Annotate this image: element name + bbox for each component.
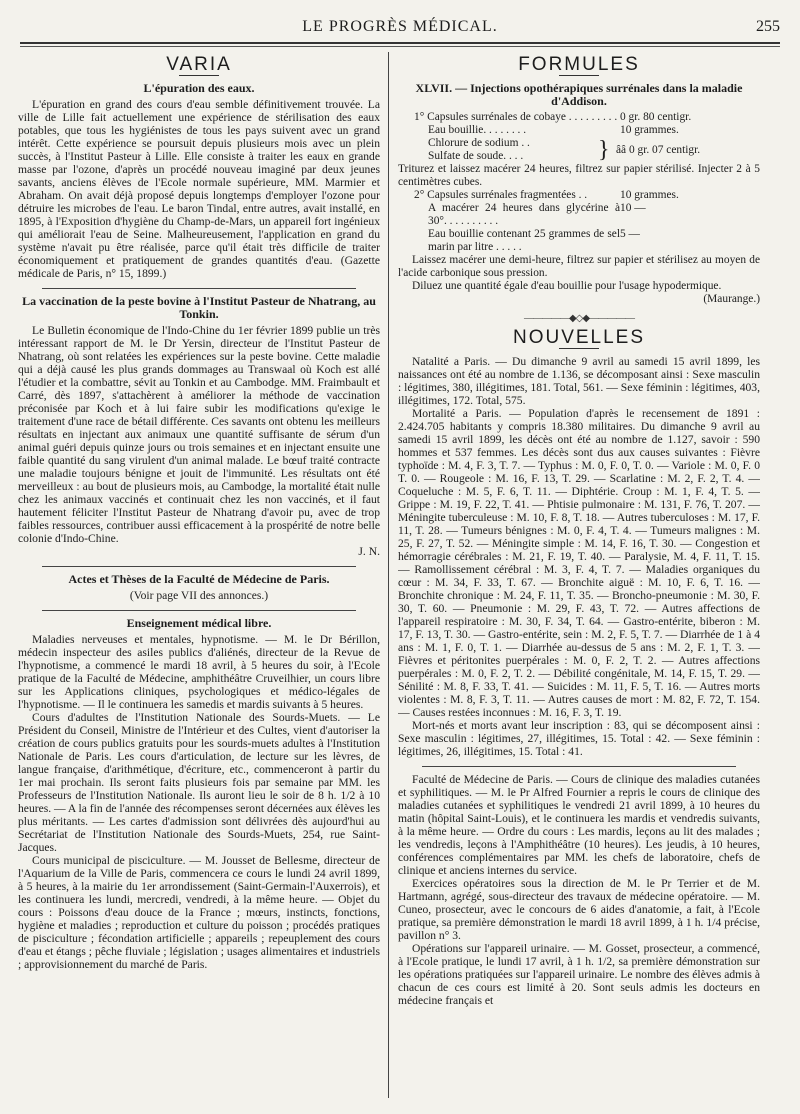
recipe-line <box>398 202 760 228</box>
article-separator <box>42 288 356 289</box>
ingredient-quantity: 0 gr. 80 centigr. <box>620 111 692 123</box>
brace-glyph: } <box>598 137 610 163</box>
enseignement-paragraph-hypnotisme: Maladies nerveuses et mentales, hypnotisme. — M. le Dr Bérillon, médecin inspecteur des asiles publics d'aliénés, directeur de la Revue de l'hypnotisme, a commencé le mardi 18 avril, à 5 heures du soir, à l'Ecole pratique de la Faculté de Médecine, amphithéâtre Cruveilhier, un cours libre sur les Applications cliniques, psychologiques et médico-légales de l'hypnotisme. — Il le continuera les samedis et mardis suivants à 5 heures. <box>18 633 380 711</box>
ingredient-label: Eau bouillie. . . . . . . . <box>428 124 527 136</box>
ingredient-quantity: ââ 0 gr. 07 centigr. <box>616 143 701 156</box>
enseignement-paragraph-pisciculture: Cours municipal de pisciculture. — M. Jousset de Bellesme, directeur de l'Aquarium de la Ville de Paris, commencera ce cours le lundi 24 avril 1899, à 5 heures, à la mairie du 1er arrondissement (Saint-Germain-l'Auxerrois), et les continuera les lundi, mercredi, vendredi, à la même heure. — Objet du cours : Poissons d'eau douce de la France ; mœurs, instincts, fonctions, hygiène et maladies ; reproduction et culture du poisson ; procédés pratiques de pisciculture ; fécondation artificielle ; appareils ; repeuplement des cours d'eau et étangs ; pêche fluviale ; législation ; usages alimentaires et industriels ; approvisionnement du marché de Paris. <box>18 854 380 971</box>
brace-labels <box>428 137 598 163</box>
recipe-brace-group <box>398 137 760 163</box>
formula-signature: (Maurange.) <box>703 293 760 305</box>
ingredient-label: Chlorure de sodium . . <box>428 137 530 149</box>
varia-heading: VARIA <box>166 54 232 75</box>
actes-note: (Voir page VII des annonces.) <box>129 589 269 602</box>
ingredient-quantity: 10 grammes. <box>620 189 679 201</box>
article-title-enseignement: Enseignement médical libre. <box>126 616 272 630</box>
page-number: 255 <box>756 18 780 35</box>
left-column <box>18 52 380 1102</box>
news-operations: Opérations sur l'appareil urinaire. — M. Gosset, prosecteur, a commencé, à l'Ecole pratique, le lundi 17 avril, à 1 h. 1/2, sa première démonstration sur les opérations pratiquées sur l'appareil urinaire. Le nombre des élèves admis à chacun de ces cours est limité à 20. Sont seuls admis les docteurs en médecine français et <box>398 942 760 1007</box>
news-exercices: Exercices opératoires sous la direction de M. le Pr Terrier et de M. Hartmann, agrégé, sous-directeur des travaux de médecine opératoire. — M. Cuneo, prosecteur, avec le concours de 6 aides d'anatomie, a fait, à l'Ecole pratique, sa première démonstration le mardi 18 avril 1899, à 1 h. 1/4 précise, pavillon n° 3. <box>398 877 760 942</box>
article-title-vaccination: La vaccination de la peste bovine à l'Institut Pasteur de Nhatrang, au Tonkin. <box>22 294 376 321</box>
enseignement-paragraph-sourds-muets: Cours d'adultes de l'Institution Nationale des Sourds-Muets. — Le Président du Conseil, Ministre de l'Intérieur et des Cultes, vient d'autoriser la création de cours publics gratuits pour les sourds-muets adultes à l'Institution Nationale de Paris. Les cours d'articulation, de lecture sur les lèvres, de langue française, d'arithmétique, d'écriture, etc., commenceront à partir du 1er mai prochain. Ils seront faits plusieurs fois par semaine par MM. les Professeurs de l'Institution Nationale. Ils auront lieu le soir de 8 h. 1/2 à 10 heures. — A la fin de l'année des récompenses seront décernées aux élèves les plus méritants. — Les cartes d'admission sont délivrées dès aujourd'hui au Secrétariat de l'Institution Nationale des Sourds-Muets, 254, rue Saint-Jacques. <box>18 711 380 854</box>
formula-instructions: Laissez macérer une demi-heure, filtrez sur papier et stérilisez au moyen de l'acide carbonique sous pression. <box>398 254 760 279</box>
news-natalite: Natalité a Paris. — Du dimanche 9 avril au samedi 15 avril 1899, les naissances ont été au nombre de 1.136, se décomposant ainsi : Sexe masculin : légitimes, 380, illégitimes, 181. Total, 561. — Sexe féminin : légitimes, 403, illégitimes, 172. Total, 575. <box>398 355 760 407</box>
header-rule-thin <box>20 46 780 47</box>
ingredient-quantity: 10 — <box>620 202 646 214</box>
article-title-epuration: L'épuration des eaux. <box>143 81 255 95</box>
news-mortalite: Mortalité a Paris. — Population d'après le recensement de 1891 : 2.424.705 habitants y compris 18.380 militaires. Du dimanche 9 avril au samedi 15 avril 1899, les décès ont été au nombre de 1.127, savoir : 590 hommes et 537 femmes. Les décès sont dus aux causes suivantes : Fièvre typhoïde : M. 4, F. 3, T. 7. — Typhus : M. 0, F. 0, T. 0. — Variole : M. 0, F. 0 T. 0. — Rougeole : M. 16, F. 13, T. 29. — Scarlatine : M. 2, F. 2, T. 4. — Coqueluche : M. 5, F. 6, T. 11. — Diphtérie. Croup : M. 1, F. 4, T. 5. — Grippe : M. 19, F. 22, T. 41. — Phtisie pulmonaire : M. 131, F. 76, T. 207. — Méningite tuberculeuse : M. 10, F. 8, T. 18. — Autres tuberculoses : M. 17, F. 11, T. 28. — Tumeurs bénignes : M. 0, F. 4, T. 4. — Tumeurs malignes : M. 25, F. 27, T. 52. — Méningite simple : M. 14, F. 16, T. 30. — Congestion et hémorragie cérébrales : M. 21, F. 19, T. 40. — Paralysie, M. 4, F. 11, T. 15. — Ramollissement cérébral : M. 3, F. 4, T. 7. — Maladies organiques du cœur : M. 34, F. 33, T. 67. — Bronchite aiguë : M. 10, F. 6, T. 16. — Bronchite chronique : M. 24, F. 11, T. 35. — Broncho-pneumonie : M. 30, F. 30, T. 60. — Pneumonie : M. 29, F. 43, T. 72. — Autres affections de l'appareil respiratoire : M. 30, F. 34, T. 64. — Gastro-entérite, biberon : M. 17, F. 13, T. 30. — Gastro-entérite, sein : M. 2, F. 5, T. 7. — Diarrhée de 1 à 4 ans : M. 1, F. 0, T. 1. — Diarrhée au-dessus de 5 ans : M. 2, F. 1, T. 3. — Fièvres et péritonites puerpérales : M. 0, F. 2, T. 2. — Autres affections puerpérales : M. 0, F. 2, T. 2. — Débilité congénitale, M. 14, F. 15, T. 29. — Sénilité : M. 8, F. 33, T. 41. — Suicides : M. 11, F. 5, T. 16. — Autres morts violentes : M. 8, F. 3, T. 11. — Autres causes de mort : M. 82, F. 72, T. 154. — Causes restées inconnues : M. 16, F. 3, T. 19. <box>398 407 760 719</box>
ingredient-quantity: 5 — <box>620 228 640 240</box>
news-mort-nes: Mort-nés et morts avant leur inscription : 83, qui se décomposent ainsi : Sexe masculin : légitimes, 27, illégitimes, 15. Total : 42. — Sexe féminin : légitimes, 26, illégitimes, 15. Total : 41. <box>398 719 760 758</box>
recipe-line <box>398 124 760 137</box>
formules-heading: FORMULES <box>518 54 640 75</box>
article-body-vaccination: Le Bulletin économique de l'Indo-Chine du 1er février 1899 publie un très intéressant rapport de M. le Dr Yersin, directeur de l'Institut Pasteur de Nhatrang, où sont relatées les expériences sur la peste bovine. Cette maladie qui a déjà causé les plus grands dommages au Transwaal où Koch est allé l'étudier et la combattre, sévit au Tonkin et au Cambodge. MM. Fraimbault et Carré, dès 1897, s'attachèrent à améliorer la méthode de vaccination préconisée par Koch et à lui faire subir les modifications qu'exige le traitement d'une race de bétail différente. Ces savants ont obtenu les meilleurs résultats en injectant aux animaux une quantité suffisante de sérum d'un animal guéri depuis quinze jours ou trois semaines et en injectant ensuite une faible quantité du sang virulent d'un animal malade. Le bœuf traité contracte une maladie toujours bénigne et jouit de l'immunité. Les résultats ont été merveilleux : au bout de plusieurs mois, au Cambodge, la mortalité était nulle chez les animaux vaccinés et continuait chez les non vaccinés, et il faut hautement féliciter l'Institut Pasteur de Nhatrang d'avoir pu, avec de trop faibles ressources, contribuer aussi efficacement à la prospérité de notre belle colonie d'Indo-Chine. <box>18 324 380 545</box>
column-divider <box>388 52 389 1098</box>
ingredient-label: A macérer 24 heures dans glycérine à 30°. . . . . . . . . . <box>428 202 620 227</box>
right-column <box>398 52 760 1102</box>
ingredient-label: Eau bouillie contenant 25 grammes de sel marin par litre . . . . . <box>428 228 620 253</box>
article-signature: J. N. <box>358 545 380 558</box>
article-separator <box>42 610 356 611</box>
article-separator <box>42 566 356 567</box>
ingredient-label: 2° Capsules surrénales fragmentées . . <box>414 189 588 201</box>
news-faculte: Faculté de Médecine de Paris. — Cours de clinique des maladies cutanées et syphilitiques. — M. le Pr Alfred Fournier a repris le cours de clinique des maladies cutanées et syphilitiques le vendredi 21 avril 1899, à 10 heures du matin (hôpital Saint-Louis), et le continuera les mardis et vendredis suivants, à la même heure. — Ordre du cours : Les mardis, leçons au lit des malades ; les vendredis, leçons à l'Amphithéâtre (10 heures). Les jeudis, à 10 heures, conférences complémentaires par MM. les chefs de laboratoire, chefs de clinique et anciens internes du service. <box>398 773 760 877</box>
formula-instructions: Diluez une quantité égale d'eau bouillie pour l'usage hypodermique. <box>412 280 722 292</box>
title-underline <box>179 75 219 76</box>
nouvelles-heading: NOUVELLES <box>512 327 646 348</box>
article-title-actes: Actes et Thèses de la Faculté de Médecine de Paris. <box>68 572 330 586</box>
article-body-epuration: L'épuration en grand des cours d'eau semble définitivement trouvée. La ville de Lille fait actuellement une expérience de stérilisation des eaux potables, que tous les hygiénistes de tous les pays suivent avec un grand intérêt. Cette expérience se poursuit depuis plusieurs mois avec un plein succès, à l'Institut Pasteur à Lille. Elle consiste à traiter les eaux en grande masse par l'ozone, d'après un procédé nouveau imaginé par deux jeunes savants, anciens élèves de l'Ecole normale supérieure, MM. Marmier et Abraham. On avait déjà proposé depuis longtemps d'employer l'ozone pour détruire les microbes de l'eau. Le baron Tindal, entre autres, avait installé, en 1895, à l'Exposition d'hygiène du Champ-de-Mars, un appareil fort ingénieux qui améliorait l'eau de Seine. Malheureusement, l'application en grand du système n'avait pu être réalisée, parce qu'il était très difficile de traiter économiquement et pratiquement de grandes quantités d'eau. (Gazette médicale de Paris, n° 15, 1899.) <box>18 98 380 280</box>
journal-title: LE PROGRÈS MÉDICAL. <box>302 18 498 35</box>
ingredient-label: 1° Capsules surrénales de cobaye . . . . . . . . . <box>414 111 618 123</box>
ingredient-label: Sulfate de soude. . . . <box>428 150 524 162</box>
formula-instructions: Triturez et laissez macérer 24 heures, filtrez sur papier stérilisé. Injecter 2 à 5 centimètres cubes. <box>398 163 760 188</box>
formula-recipe <box>398 111 760 306</box>
running-header <box>20 18 780 40</box>
title-underline <box>559 348 599 349</box>
header-rule <box>20 42 780 44</box>
ingredient-quantity: 10 grammes. <box>620 124 679 136</box>
recipe-line <box>398 228 760 254</box>
recipe-line <box>398 111 760 124</box>
title-underline <box>559 75 599 76</box>
article-separator <box>422 766 736 767</box>
ornamental-separator: —————◆◇◆————— <box>523 313 635 324</box>
recipe-line <box>398 189 760 202</box>
formula-title: XLVII. — Injections opothérapiques surrénales dans la maladie d'Addison. <box>415 81 743 108</box>
